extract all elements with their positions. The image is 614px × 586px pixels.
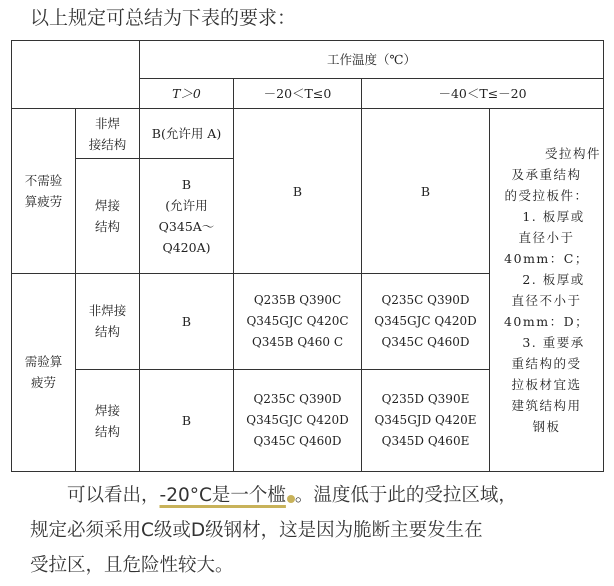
highlighted-phrase: -20°C是一个槛	[159, 485, 286, 506]
structure-welded-fatigue: 焊接 结构	[76, 370, 140, 472]
cell-no-fatigue-col3: B	[362, 109, 490, 273]
cell-nonwelded-t-gt-0: B(允许用 A)	[140, 109, 234, 158]
cell-welded-t-gt-0: B (允许用 Q345A～ Q420A)	[140, 158, 234, 273]
structure-welded: 焊接 结构	[76, 158, 140, 273]
header-work-temperature: 工作温度（℃）	[140, 41, 604, 79]
header-temp-range-1: T＞0	[140, 79, 234, 109]
cell-nonwelded-fatigue-col3: Q235C Q390D Q345GJC Q420D Q345C Q460D	[362, 273, 490, 370]
paragraph-line-2: 规定必须采用C级或D级钢材，这是因为脆断主要发生在	[30, 520, 483, 541]
group-label-fatigue: 需验算 疲劳	[12, 273, 76, 471]
structure-nonwelded-fatigue: 非焊接 结构	[76, 273, 140, 370]
explanation-paragraph	[30, 478, 590, 583]
note-cell: 受拉构件 及承重结构 的受拉板件： 1. 板厚或 直径小于 40mm：C； 2. 板厚或 直径不小于 40mm：D； 3. 重要承 重结构的受 拉板材宜选 建筑结构用 钢板	[490, 109, 604, 472]
structure-nonwelded: 非焊 接结构	[76, 109, 140, 158]
header-temp-range-2: －20＜T≤0	[234, 79, 362, 109]
paragraph-line-3: 受拉区，且危险性较大。	[30, 555, 234, 576]
paragraph-line-1: 可以看出，-20°C是一个槛 。温度低于此的受拉区域，	[67, 485, 517, 506]
cell-nonwelded-fatigue-t-gt-0: B	[140, 273, 234, 370]
cell-no-fatigue-col2: B	[234, 109, 362, 273]
steel-grade-table	[11, 40, 604, 472]
cell-welded-fatigue-col2: Q235C Q390D Q345GJC Q420D Q345C Q460D	[234, 370, 362, 472]
cell-nonwelded-fatigue-col2: Q235B Q390C Q345GJC Q420C Q345B Q460 C	[234, 273, 362, 370]
group-label-no-fatigue: 不需验 算疲劳	[12, 109, 76, 273]
corner-cell	[12, 41, 140, 109]
intro-text: 以上规定可总结为下表的要求：	[30, 7, 297, 29]
highlight-marker-dot	[287, 495, 295, 503]
cell-welded-fatigue-col3: Q235D Q390E Q345GJD Q420E Q345D Q460E	[362, 370, 490, 472]
cell-welded-fatigue-t-gt-0: B	[140, 370, 234, 472]
header-temp-range-3: －40＜T≤－20	[362, 79, 604, 109]
